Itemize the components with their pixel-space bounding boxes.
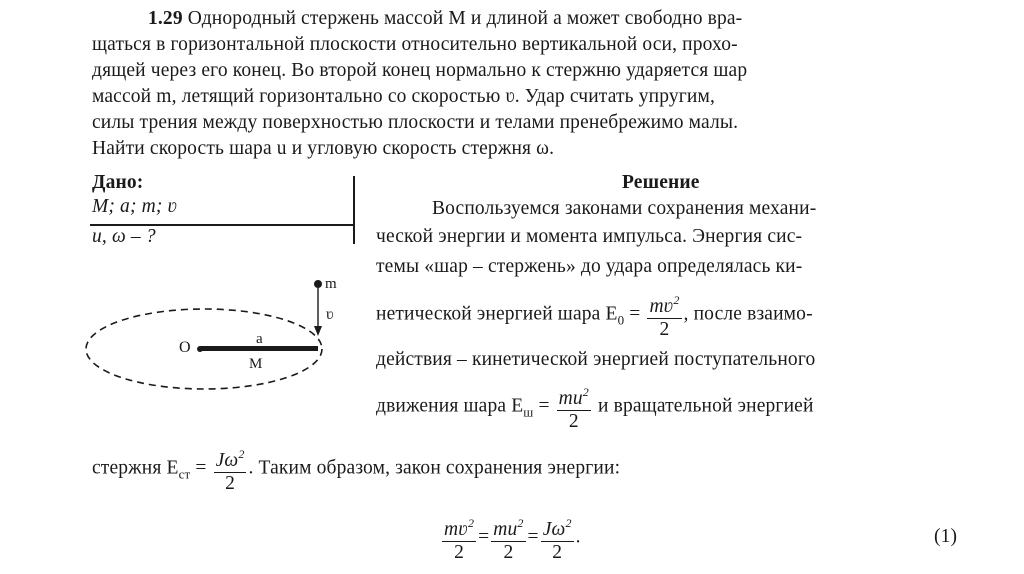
solution-line-2: ческой энергии и момента импульса. Энергия сис-: [376, 226, 803, 247]
figure-label-v: ʋ: [326, 306, 334, 323]
given-row-2: u, ω – ?: [92, 226, 156, 247]
solution-line-3: темы «шар – стержень» до удара определялась ки-: [376, 256, 803, 277]
energy-equation: $\frac{mʋ^2}{2}$ = $\frac{mu^2}{2}$ = $\frac{J\omega^2}{2}$ .: [440, 512, 581, 564]
solution-line-4: нетической энергией шара $E_0$ = $\frac{mʋ^2}{2}$ , после взаимо-: [376, 289, 813, 341]
solution-line-7: стержня $E_{ст}$ = $\frac{J\omega^2}{2}$ . Таким образом, закон сохранения энергии:: [92, 443, 620, 495]
problem-line-6: Найти скорость шара u и угловую скорость стержня ω.: [92, 138, 555, 159]
problem-text-1: Однородный стержень массой M и длиной a может свободно вра-: [187, 8, 743, 29]
problem-line-1: [148, 8, 742, 30]
fraction-E0: $\frac{mʋ^2}{2}$: [647, 289, 681, 341]
figure-label-m: m: [325, 276, 337, 292]
solution-line-6: движения шара $E_ш$ = $\frac{mu^2}{2}$ и вращательной энергией: [376, 381, 814, 433]
ball: [314, 280, 322, 288]
problem-number: 1.29: [148, 8, 183, 29]
fraction-Esh: $\frac{mu^2}{2}$: [557, 381, 591, 433]
problem-line-3: дящей через его конец. Во второй конец нормально к стержню ударяется шар: [92, 60, 748, 81]
problem-line-4: массой m, летящий горизонтально со скоростью ʋ. Удар считать упругим,: [92, 86, 716, 107]
eq-term-3: $\frac{J\omega^2}{2}$: [541, 512, 574, 564]
figure-label-M: M: [249, 356, 263, 372]
fraction-Est: $\frac{J\omega^2}{2}$: [214, 443, 247, 495]
given-title: Дано:: [92, 172, 144, 193]
equation-number: (1): [934, 526, 958, 547]
problem-line-2: щаться в горизонтальной плоскости относительно вертикальной оси, прохо-: [92, 34, 738, 55]
solution-line-5: действия – кинетической энергией поступательного: [376, 349, 816, 370]
figure-label-O: O: [179, 339, 191, 356]
solution-line-1: Воспользуемся законами сохранения механи-: [432, 198, 817, 219]
solution-title: Решение: [622, 172, 700, 193]
eq-term-2: $\frac{mu^2}{2}$: [491, 512, 525, 564]
figure-label-a: a: [256, 331, 263, 347]
velocity-arrowhead: [314, 326, 322, 336]
eq-term-1: $\frac{mʋ^2}{2}$: [442, 512, 476, 564]
given-row-1: M; a; m; ʋ: [92, 196, 178, 217]
problem-line-5: силы трения между поверхностью плоскости и телами пренебрежимо малы.: [92, 112, 739, 133]
given-vertical-divider: [353, 176, 355, 244]
